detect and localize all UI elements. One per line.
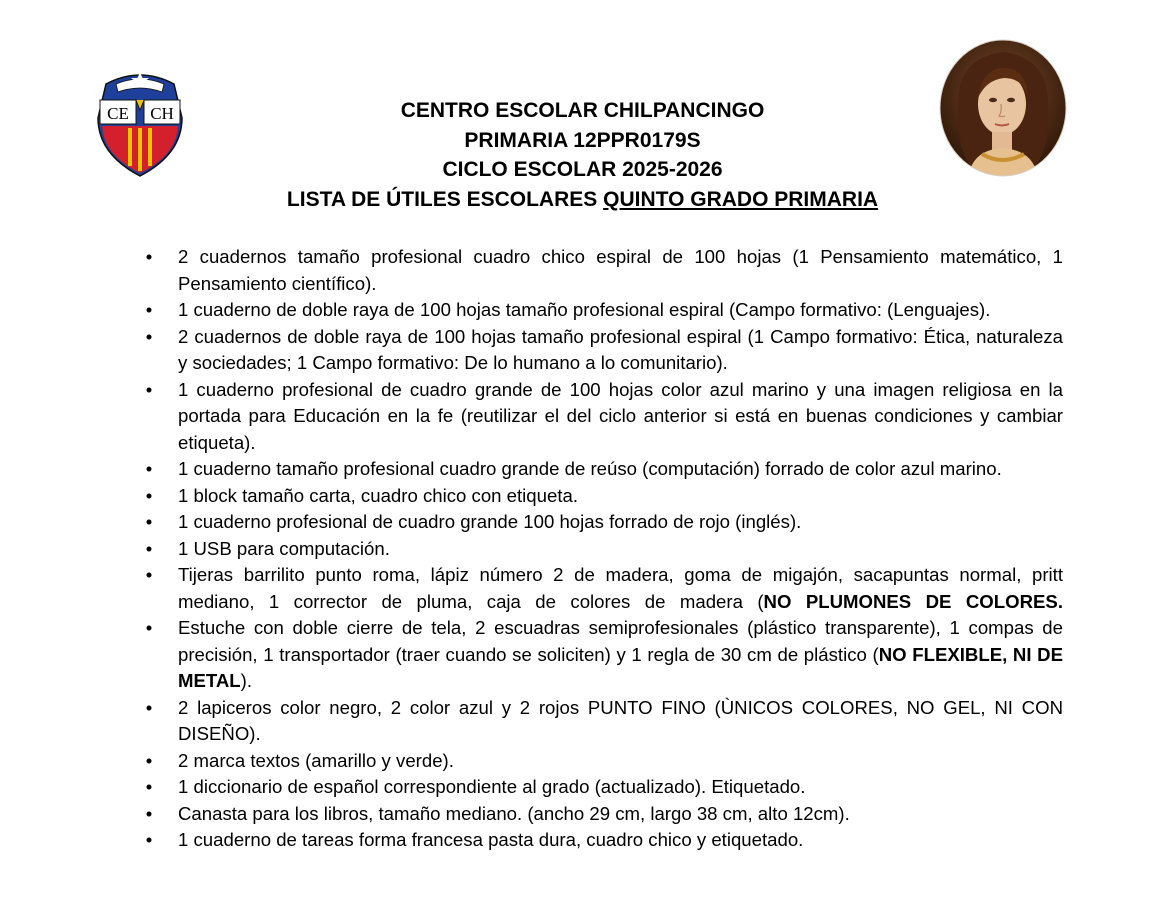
school-year: CICLO ESCOLAR 2025-2026 xyxy=(442,158,723,181)
item-text: 1 cuaderno de tareas forma francesa pasta dura, cuadro chico y etiquetado. xyxy=(178,829,804,850)
bullet-icon: • xyxy=(145,829,153,850)
supply-list xyxy=(143,244,1063,854)
list-item xyxy=(143,562,1063,615)
bullet-icon: • xyxy=(145,776,153,797)
list-item-text xyxy=(178,829,803,850)
list-item-text xyxy=(178,379,1063,453)
list-item xyxy=(143,615,1063,695)
item-text: 1 cuaderno profesional de cuadro grande 100 hojas forrado de rojo (inglés). xyxy=(178,511,802,532)
item-emphasis: NO FLEXIBLE, NI DE METAL xyxy=(178,643,1063,691)
school-name: CENTRO ESCOLAR CHILPANCINGO xyxy=(400,99,765,122)
list-item-text xyxy=(178,246,1063,294)
item-text: 2 marca textos (amarillo y verde). xyxy=(178,749,454,771)
item-emphasis: NO PLUMONES DE COLORES. xyxy=(763,590,1063,612)
bullet-icon: • xyxy=(145,749,153,771)
list-item-text xyxy=(178,562,1063,615)
list-item-text xyxy=(178,511,801,532)
list-item-text xyxy=(178,299,990,320)
bullet-icon: • xyxy=(145,378,153,400)
item-text: Canasta para los libros, tamaño mediano. (ancho 29 cm, largo 38 cm, alto 12cm). xyxy=(178,802,850,824)
list-item xyxy=(143,324,1063,377)
list-item-text xyxy=(178,803,850,824)
list-item-text xyxy=(178,538,390,559)
list-title xyxy=(0,185,1160,215)
grade-label: QUINTO GRADO PRIMARIA xyxy=(603,187,879,211)
item-text: 1 block tamaño carta, cuadro chico con etiqueta. xyxy=(178,484,579,506)
document-header xyxy=(0,96,1160,214)
item-text: 1 cuaderno tamaño profesional cuadro grande de reúso (computación) forrado de color azul marino. xyxy=(178,458,1002,479)
item-text: Estuche con doble cierre de tela, 2 escuadras semiprofesionales (plástico transparente), 1 compas de precisión, 1 transportador (traer cuando se soliciten) y 1 regla de 30 cm de plástico ( xyxy=(178,617,1063,665)
list-item-text xyxy=(178,458,1002,479)
item-text-suffix: ). xyxy=(240,670,253,691)
list-item xyxy=(143,536,1063,563)
bullet-icon: • xyxy=(145,537,153,559)
item-text: 2 cuadernos de doble raya de 100 hojas tamaño profesional espiral (1 Campo formativo: Ética, naturaleza y sociedades; 1 Campo formativo: De lo humano a lo comunitario). xyxy=(178,325,1063,373)
list-item xyxy=(143,483,1063,510)
bullet-icon: • xyxy=(145,802,153,824)
list-item xyxy=(143,827,1063,854)
item-text: 1 diccionario de español correspondiente al grado (actualizado). Etiquetado. xyxy=(178,776,806,797)
list-item xyxy=(143,509,1063,536)
bullet-icon: • xyxy=(145,299,153,320)
item-text: 1 USB para computación. xyxy=(178,537,390,559)
bullet-icon: • xyxy=(145,696,153,718)
list-item xyxy=(143,244,1063,297)
list-item xyxy=(143,297,1063,324)
list-title-prefix: LISTA DE ÚTILES ESCOLARES xyxy=(286,187,604,211)
list-item-text xyxy=(178,697,1063,745)
list-item xyxy=(143,748,1063,775)
list-item xyxy=(143,456,1063,483)
item-text: 2 lapiceros color negro, 2 color azul y 2 rojos PUNTO FINO (ÙNICOS COLORES, NO GEL, NI CON DISEÑO). xyxy=(178,696,1063,744)
list-item-text xyxy=(178,485,578,506)
item-text: 1 cuaderno profesional de cuadro grande de 100 hojas color azul marino y una imagen religiosa en la portada para Educación en la fe (reutilizar el del ciclo anterior si está en buenas condiciones y cambiar etiqueta). xyxy=(178,378,1063,453)
bullet-icon: • xyxy=(145,484,153,506)
list-item-text xyxy=(178,326,1063,374)
list-item-text xyxy=(178,776,805,797)
item-text: 1 cuaderno de doble raya de 100 hojas tamaño profesional espiral (Campo formativo: (Lenguajes). xyxy=(178,299,991,320)
bullet-icon: • xyxy=(145,458,153,479)
bullet-icon: • xyxy=(145,564,153,585)
item-text: Tijeras barrilito punto roma, lápiz número 2 de madera, goma de migajón, sacapuntas normal, pritt mediano, 1 corrector de pluma, caja de colores de madera ( xyxy=(178,564,1063,612)
item-text: 2 cuadernos tamaño profesional cuadro chico espiral de 100 hojas (1 Pensamiento matemático, 1 Pensamiento científico). xyxy=(178,246,1063,294)
list-item xyxy=(143,801,1063,828)
crest-text-left: CE xyxy=(107,104,129,123)
bullet-icon: • xyxy=(145,246,153,267)
crest-text-right: CH xyxy=(150,104,174,123)
bullet-icon: • xyxy=(145,511,153,532)
list-item-text xyxy=(178,750,454,771)
school-code: PRIMARIA 12PPR0179S xyxy=(464,128,701,152)
bullet-icon: • xyxy=(145,617,153,638)
list-item-text xyxy=(178,617,1063,691)
list-item xyxy=(143,377,1063,457)
list-item xyxy=(143,695,1063,748)
list-item xyxy=(143,774,1063,801)
bullet-icon: • xyxy=(145,325,153,347)
